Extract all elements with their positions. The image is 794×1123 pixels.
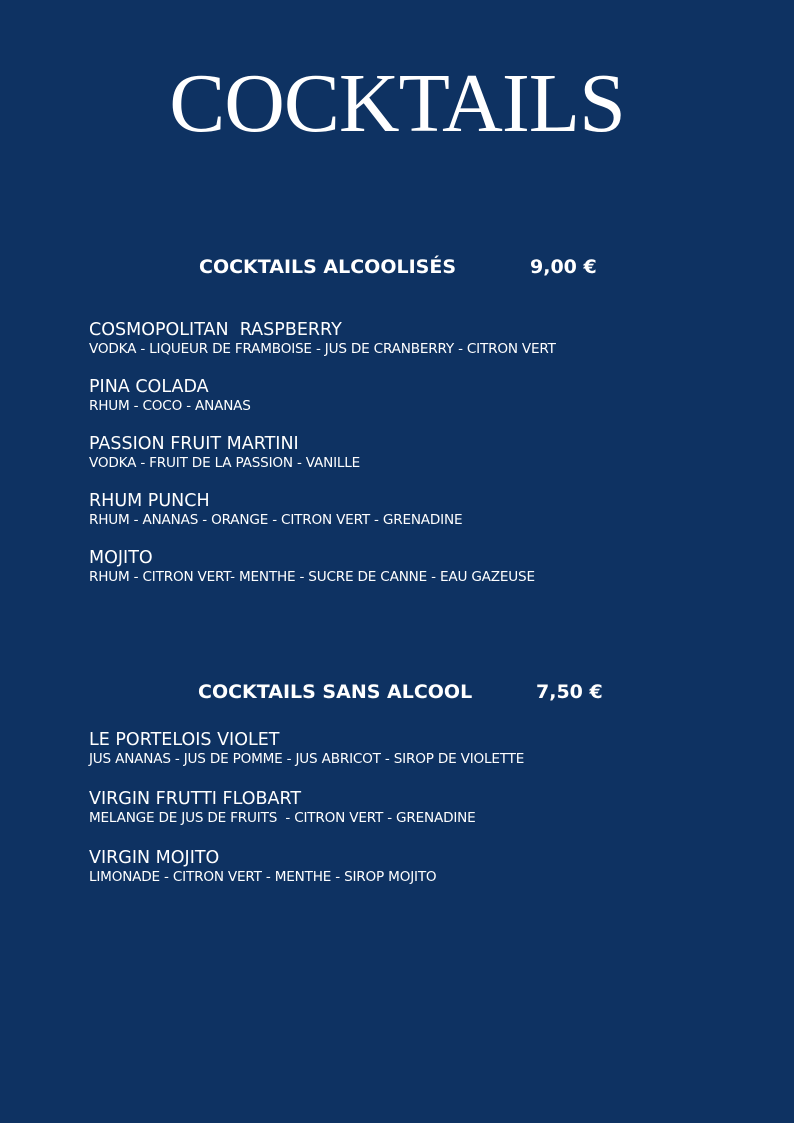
list-item [89,848,769,907]
section-header-non-alcoholic [0,677,794,707]
list-item [89,491,769,548]
cocktail-ingredients: VODKA - FRUIT DE LA PASSION - VANILLE [89,455,361,471]
list-item [89,789,769,848]
section-price-alcoholic: 9,00 € [530,256,597,278]
cocktail-name: LE PORTELOIS VIOLET [89,730,280,750]
section-title-non-alcoholic: COCKTAILS SANS ALCOOL [198,681,473,703]
list-item [89,320,769,377]
cocktail-ingredients: LIMONADE - CITRON VERT - MENTHE - SIROP MOJITO [89,869,437,885]
cocktail-name: PINA COLADA [89,377,209,397]
section-header-alcoholic [0,252,794,282]
cocktail-ingredients: RHUM - COCO - ANANAS [89,398,251,414]
cocktail-ingredients: RHUM - ANANAS - ORANGE - CITRON VERT - GRENADINE [89,512,463,528]
cocktail-ingredients: MELANGE DE JUS DE FRUITS - CITRON VERT - GRENADINE [89,810,476,826]
list-item [89,548,769,605]
cocktail-ingredients: RHUM - CITRON VERT- MENTHE - SUCRE DE CANNE - EAU GAZEUSE [89,569,535,585]
cocktail-name: VIRGIN FRUTTI FLOBART [89,789,302,809]
cocktail-name: MOJITO [89,548,153,568]
list-item [89,377,769,434]
list-item [89,730,769,789]
cocktail-name: PASSION FRUIT MARTINI [89,434,299,454]
cocktail-ingredients: VODKA - LIQUEUR DE FRAMBOISE - JUS DE CRANBERRY - CITRON VERT [89,341,556,357]
cocktail-name: VIRGIN MOJITO [89,848,220,868]
list-item [89,434,769,491]
non-alcoholic-cocktail-list [89,730,769,907]
cocktail-ingredients: JUS ANANAS - JUS DE POMME - JUS ABRICOT - SIROP DE VIOLETTE [89,751,525,767]
section-title-alcoholic: COCKTAILS ALCOOLISÉS [199,256,457,278]
cocktail-name: RHUM PUNCH [89,491,210,511]
section-price-non-alcoholic: 7,50 € [536,681,603,703]
alcoholic-cocktail-list [89,320,769,605]
cocktail-name: COSMOPOLITAN RASPBERRY [89,320,342,340]
page-title: COCKTAILS [169,57,625,150]
